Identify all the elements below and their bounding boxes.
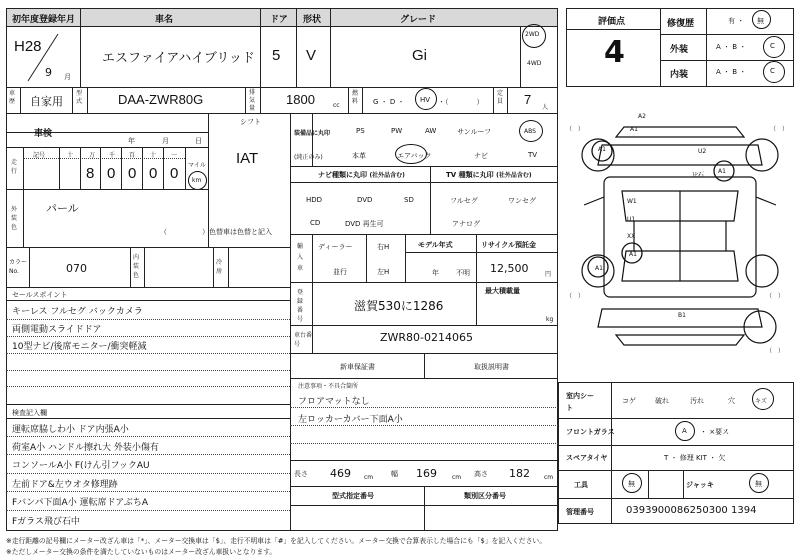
selling-point-2: 両側電動スライドドア — [12, 325, 102, 335]
max-load-label: 最大積載量 — [485, 287, 520, 295]
inspection-note-3: コンソールA小 F(けん引フックAU — [12, 461, 150, 471]
notice-title: 注意事項・不具合箇所 — [298, 383, 359, 390]
footer-line-2: ※ただしメーター交換の条件を満たしていないものはメーター改ざん車扱いとなります。 — [6, 548, 277, 556]
displacement-value: 1800 — [286, 92, 315, 107]
glass-label: フロントガラス — [566, 428, 615, 436]
inspection-note-4: 左前ドア&左ウオタ修理跡 — [12, 480, 118, 490]
month-unit: 月 — [64, 73, 71, 81]
exterior-options: A ・ B ・ — [716, 43, 747, 51]
type-no-label: 型式指定番号 — [332, 492, 374, 500]
shift-value: IAT — [236, 150, 259, 167]
tv-title: TV 種類に丸印 (社外品含む) — [446, 171, 532, 179]
class-no-label: 類別区分番号 — [464, 492, 506, 500]
km-label: km — [192, 177, 202, 184]
inspection-note-6: Fガラス飛び石中 — [12, 517, 80, 527]
recycle-value: 12,500 — [490, 262, 529, 275]
footer-line-1: ※走行距離の記号欄にメーター改ざん車は「*」、メーター交換車は「$」、走行不明車は「#」を記入してください。メーター交換で合算表示した場合にも「$」を記入ください。 — [6, 537, 546, 545]
spare-label: スペアタイヤ — [566, 454, 608, 462]
repair-none: 無 — [757, 17, 764, 25]
first-reg-month: 9 — [45, 66, 52, 79]
equipment-subtitle: (純正のみ) — [294, 154, 323, 161]
score-label: 評価点 — [598, 17, 626, 27]
shift-label: シフト — [240, 118, 261, 126]
inspection-note-2: 荷室A小 ハンドル擦れ大 外装小傷有 — [12, 443, 159, 453]
first-reg-label: 初年度登録年月 — [12, 15, 76, 25]
model-year-unknown: 不明 — [456, 269, 470, 277]
interior-options: A ・ B ・ — [716, 68, 747, 76]
width-cm: cm — [452, 474, 462, 481]
jack-none: 無 — [755, 480, 762, 488]
tools-none: 無 — [628, 480, 635, 488]
model-year-unit: 年 — [432, 269, 439, 277]
color-note: （ ）色替車は色替と記入 — [160, 228, 272, 236]
height-value: 182 — [509, 467, 530, 480]
manual: 取扱説明書 — [474, 363, 509, 371]
length-cm: cm — [364, 474, 374, 481]
selling-points-title: セールスポイント — [12, 291, 68, 299]
seat-kizu: キズ — [755, 398, 767, 405]
interior-color-label: 内装色 — [133, 254, 140, 279]
color-no-value: 070 — [66, 262, 87, 275]
length-value: 469 — [330, 467, 351, 480]
jack-label: ジャッキ — [686, 481, 714, 489]
color-value: パール — [46, 202, 79, 215]
import-parallel: 並行 — [333, 268, 347, 276]
tools-label: 工具 — [574, 481, 588, 489]
abs-label: ABS — [524, 128, 536, 135]
import-label: 輸入車 — [297, 243, 304, 272]
import-dealer: ディーラー — [318, 243, 353, 251]
grade-value: Gi — [412, 47, 427, 64]
inspection-note-1: 運転席脇しわ小 ドア内張A小 — [12, 425, 129, 435]
fuel-paren: ・（ ） — [438, 98, 484, 106]
car-damage-diagram — [564, 105, 796, 365]
yen-unit: 円 — [545, 271, 552, 278]
notice-line-2: 左ロッカーカバー下面A小 — [298, 415, 403, 425]
import-right-h: 右H — [377, 243, 390, 251]
width-label: 幅 — [391, 470, 398, 478]
category-value: 自家用 — [30, 95, 63, 108]
navi-title: ナビ種類に丸印 (社外品含む) — [318, 171, 405, 179]
repair-label: 修復歴 — [667, 19, 695, 29]
fuel-options: G ・ D ・ — [373, 98, 405, 106]
inspection-note-5: Fバンパ下面A小 運転席ドアぶちA — [12, 498, 149, 508]
cc-unit: cc — [333, 102, 340, 109]
import-left-h: 左H — [377, 268, 390, 276]
person-unit: 人 — [542, 104, 549, 111]
first-reg-era: H28 — [14, 38, 42, 55]
recycle-label: リサイクル預託金 — [481, 241, 537, 249]
drive-2wd: 2WD — [525, 31, 540, 38]
mgmt-label: 管理番号 — [566, 508, 594, 516]
exterior-c: C — [770, 42, 775, 50]
shape-label: 形状 — [303, 15, 322, 25]
mile-label: マイル — [188, 162, 206, 169]
aircon-label: 冷房 — [216, 259, 223, 275]
spare-options: T ・ 修理 KIT ・ 欠 — [664, 454, 726, 462]
new-warranty: 新車保証書 — [340, 363, 375, 371]
notice-line-1: フロアマットなし — [298, 397, 370, 407]
selling-point-1: キーレス フルセグ バックカメラ — [12, 307, 143, 317]
color-label: 外装色 — [11, 206, 18, 231]
mileage-label: 走行 — [11, 159, 18, 175]
repair-options: 有 ・ — [728, 17, 745, 25]
grade-label: グレード — [400, 15, 437, 25]
car-name-label: 車名 — [155, 15, 174, 25]
glass-a: A — [682, 427, 687, 435]
color-no-label: カラーNo. — [9, 259, 28, 275]
category-label: 車歴 — [9, 90, 16, 105]
inspection-notes-title: 検査記入欄 — [12, 409, 47, 417]
mgmt-no: 0393900086250300 1394 — [626, 505, 757, 516]
model-label: 型式 — [76, 90, 83, 105]
shaken-month: 月 — [162, 137, 169, 145]
car-name: エスファイアハイブリッド — [102, 50, 255, 65]
height-label: 高さ — [474, 470, 488, 478]
door-count: 5 — [272, 47, 281, 64]
selling-point-3: 10型ナビ/後席モニター/衝突軽減 — [12, 342, 147, 352]
score-value: 4 — [604, 35, 625, 70]
glass-rest: ・ ×要ス — [700, 428, 730, 436]
height-cm: cm — [544, 474, 554, 481]
capacity-value: 7 — [524, 92, 532, 107]
length-label: 長さ — [294, 470, 308, 478]
equipment-title: 装備品に丸印 — [294, 130, 331, 137]
interior-label: 内装 — [670, 70, 689, 80]
drive-4wd: 4WD — [527, 60, 542, 67]
shaken-day: 日 — [195, 137, 202, 145]
chassis-value: ZWR80-0214065 — [380, 331, 474, 344]
fuel-label: 燃料 — [352, 90, 359, 105]
capacity-label: 定員 — [497, 90, 504, 105]
airbag-circle — [395, 144, 427, 164]
displacement-label: 排気量 — [249, 89, 256, 112]
model-year-label: モデル年式 — [418, 241, 453, 249]
registration-value: 滋賀530に1286 — [354, 299, 444, 313]
width-value: 169 — [416, 467, 437, 480]
interior-c: C — [770, 67, 775, 75]
registration-label: 登録番号 — [297, 289, 304, 323]
kg-unit: kg — [546, 316, 554, 323]
model-value: DAA-ZWR80G — [118, 92, 204, 107]
shaken-year: 年 — [128, 137, 135, 145]
chassis-label: 車台番号 — [294, 332, 313, 348]
shape-value: V — [306, 47, 317, 64]
fuel-hv: HV — [420, 96, 431, 104]
shaken-label: 車検 — [34, 129, 53, 139]
exterior-label: 外装 — [670, 45, 689, 55]
seat-label: 室内シート — [566, 392, 594, 412]
door-label: ドア — [270, 15, 288, 25]
